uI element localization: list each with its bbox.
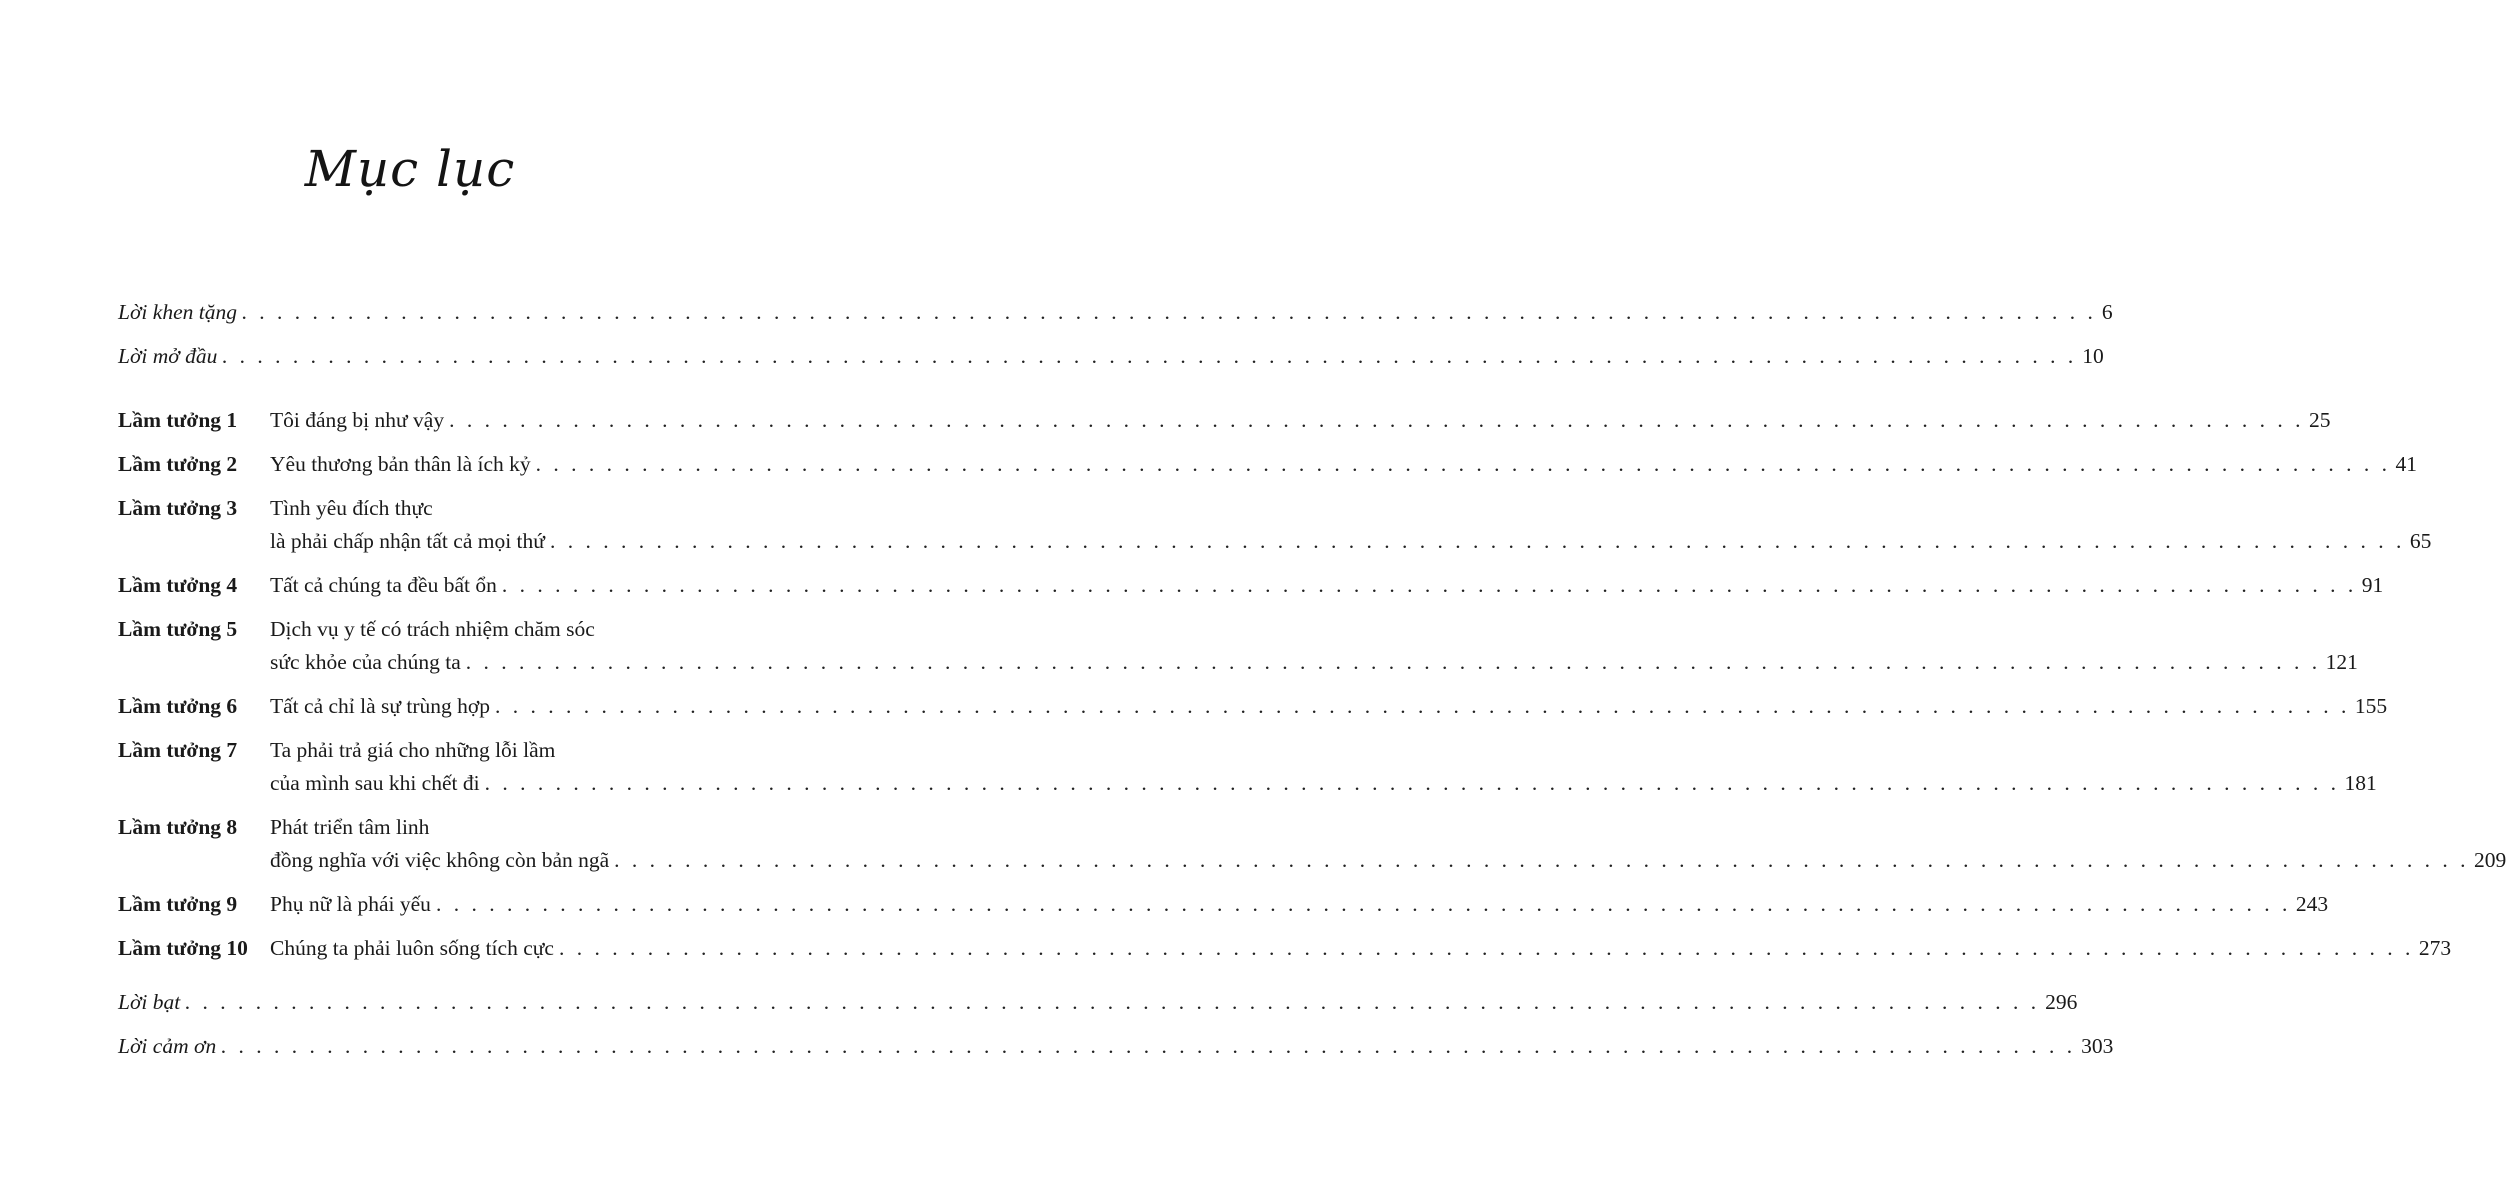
toc-chapter-entry — [118, 932, 2452, 965]
chapter-title: của mình sau khi chết đi — [270, 771, 480, 795]
chapter-label: Lầm tưởng 7 — [118, 738, 238, 762]
chapter-label: Lầm tưởng 4 — [118, 573, 238, 597]
chapter-label: Lầm tưởng 6 — [118, 694, 238, 718]
toc-page-number: 25 — [2308, 408, 2331, 432]
chapter-title: Phát triển tâm linh — [270, 815, 430, 839]
chapter-title: là phải chấp nhận tất cả mọi thứ — [270, 529, 545, 553]
toc-chapter-entry — [118, 404, 2331, 437]
toc-page-number: 155 — [2354, 694, 2388, 718]
chapter-title: Tất cả chúng ta đều bất ổn — [270, 573, 497, 597]
toc-entry-title: Lời bạt — [118, 990, 181, 1014]
toc-page-number: 65 — [2409, 529, 2432, 553]
dot-leader — [502, 569, 2357, 602]
dot-leader — [614, 844, 2469, 877]
toc-chapter-entry — [118, 492, 2432, 558]
chapter-title: Ta phải trả giá cho những lỗi lầm — [270, 738, 556, 762]
chapter-title: Tôi đáng bị như vậy — [270, 408, 445, 432]
chapter-label: Lầm tưởng 3 — [118, 496, 238, 520]
toc-chapter-entry — [118, 448, 2418, 481]
toc-page-number: 273 — [2418, 936, 2452, 960]
chapter-title: đồng nghĩa với việc không còn bản ngã — [270, 848, 610, 872]
toc-chapter-entry — [118, 811, 2506, 877]
chapter-label: Lầm tưởng 2 — [118, 452, 238, 476]
chapter-label: Lầm tưởng 10 — [118, 936, 248, 960]
dot-leader — [495, 690, 2350, 723]
chapter-label: Lầm tưởng 1 — [118, 408, 238, 432]
toc-page-number: 209 — [2474, 848, 2506, 872]
chapter-title: Dịch vụ y tế có trách nhiệm chăm sóc — [270, 617, 595, 641]
toc-entry-title: Lời khen tặng — [118, 300, 237, 324]
chapter-label: Lầm tưởng 5 — [118, 617, 238, 641]
toc-front-entry — [118, 296, 2113, 329]
toc-front-entry — [118, 340, 2104, 373]
dot-leader — [485, 767, 2340, 800]
toc-page-number: 41 — [2395, 452, 2418, 476]
toc-page-number: 6 — [2101, 300, 2113, 324]
dot-leader — [466, 646, 2321, 679]
dot-leader — [449, 404, 2304, 437]
toc-entry-title: Lời mở đầu — [118, 344, 218, 368]
toc-page-number: 10 — [2082, 344, 2104, 368]
chapter-label: Lầm tưởng 8 — [118, 815, 238, 839]
toc-chapter-entry — [118, 690, 2388, 723]
toc-page-number: 303 — [2081, 1034, 2114, 1058]
dot-leader — [550, 525, 2405, 558]
toc-chapter-entry — [118, 888, 2329, 921]
toc-back-entry — [118, 1030, 2114, 1063]
chapter-title: Phụ nữ là phái yếu — [270, 892, 431, 916]
dot-leader — [559, 932, 2414, 965]
toc-chapter-entry — [118, 613, 2358, 679]
dot-leader — [536, 448, 2391, 481]
chapter-title: Tình yêu đích thực — [270, 496, 433, 520]
chapter-label: Lầm tưởng 9 — [118, 892, 238, 916]
dot-leader — [185, 986, 2040, 1019]
toc-chapter-entry — [118, 569, 2384, 602]
toc-page-number: 243 — [2295, 892, 2329, 916]
chapter-title: sức khỏe của chúng ta — [270, 650, 461, 674]
toc-entry-title: Lời cảm ơn — [118, 1034, 217, 1058]
table-of-contents — [118, 296, 2506, 1074]
toc-page-number: 181 — [2344, 771, 2377, 795]
dot-leader — [436, 888, 2291, 921]
page-title: Mục lục — [304, 140, 516, 198]
chapter-title: Yêu thương bản thân là ích kỷ — [270, 452, 531, 476]
toc-page-number: 121 — [2325, 650, 2358, 674]
dot-leader — [222, 340, 2077, 373]
dot-leader — [242, 296, 2097, 329]
toc-back-entry — [118, 986, 2078, 1019]
chapter-title: Tất cả chỉ là sự trùng hợp — [270, 694, 491, 718]
toc-page-number: 296 — [2045, 990, 2078, 1014]
toc-page-number: 91 — [2361, 573, 2384, 597]
dot-leader — [221, 1030, 2076, 1063]
toc-chapter-entry — [118, 734, 2377, 800]
chapter-title: Chúng ta phải luôn sống tích cực — [270, 936, 554, 960]
